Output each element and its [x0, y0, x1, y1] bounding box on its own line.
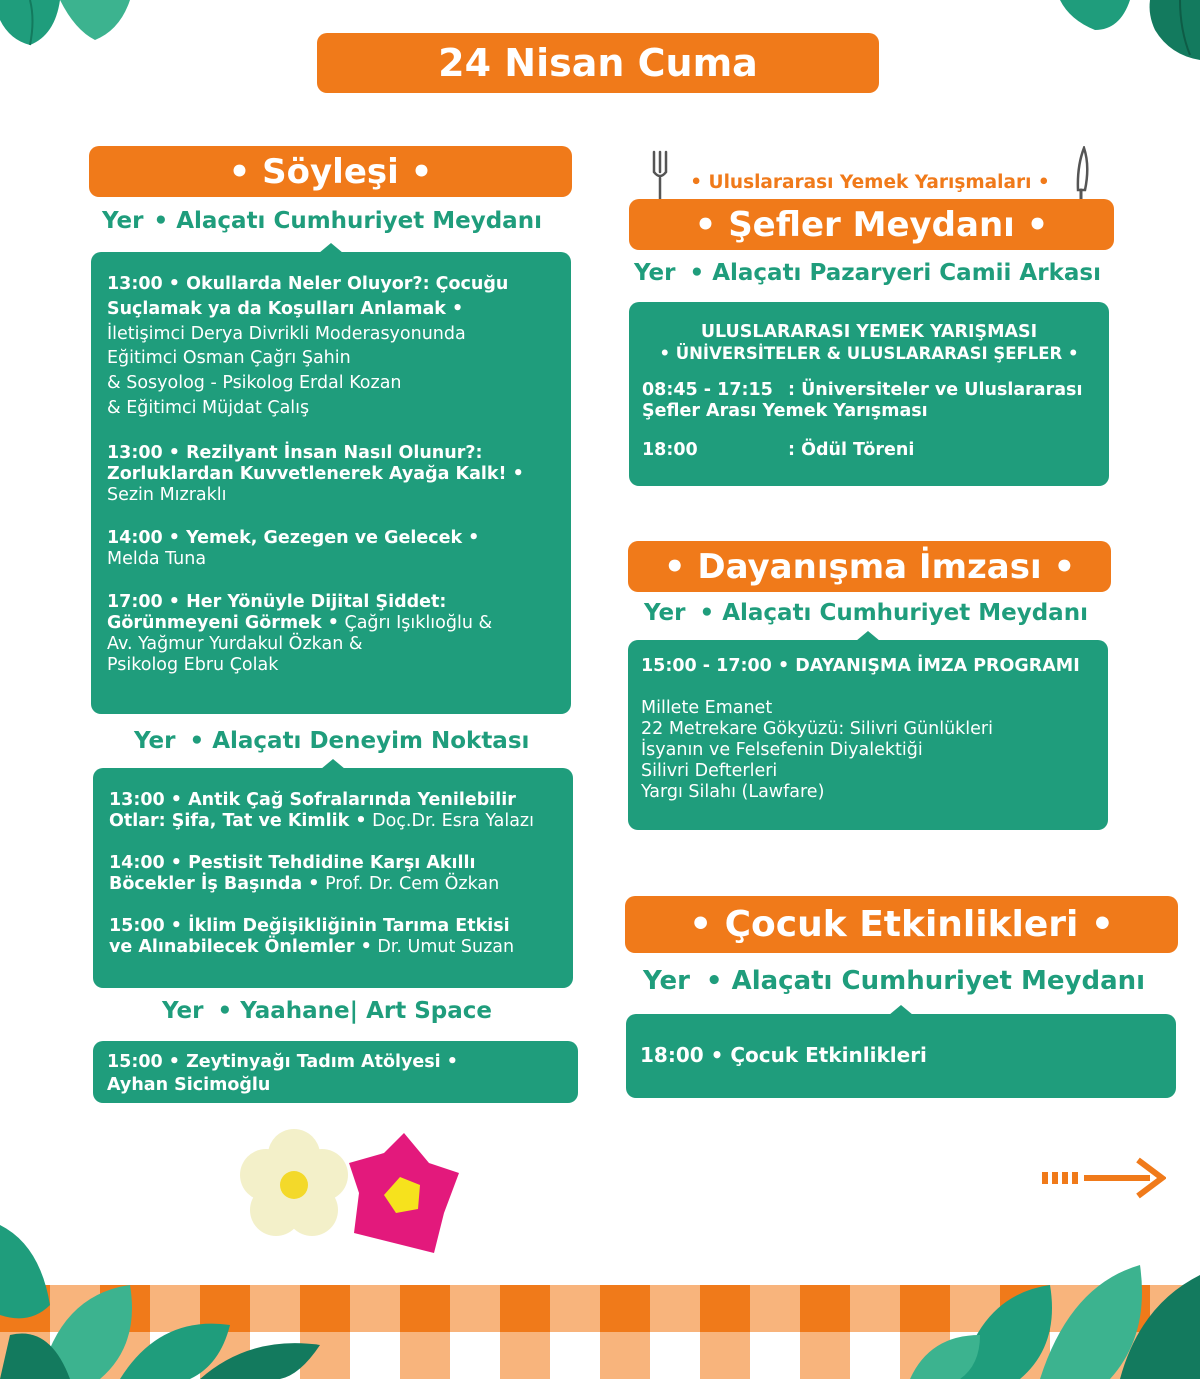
sefler-subtitle-text: • Uluslararası Yemek Yarışmaları • [690, 172, 1050, 193]
next-arrow-icon[interactable] [1040, 1156, 1166, 1200]
event-line: Dr. Umut Suzan [371, 937, 515, 957]
soylesi-title-bar [89, 146, 572, 197]
sefler-title-bar [629, 199, 1114, 250]
event-line: İletişimci Derya Divrikli Moderasyonunda [107, 323, 466, 344]
event-line: & Sosyolog - Psikolog Erdal Kozan [107, 373, 402, 394]
event-line: Zorluklardan Kuvvetlenerek Ayağa Kalk! • [107, 463, 524, 484]
event-item [109, 853, 557, 895]
event-line: Suçlamak ya da Koşulları Anlamak • [107, 298, 464, 319]
venue-place: • Alaçatı Cumhuriyet Meydanı [699, 600, 1088, 626]
sefler-box-title: ULUSLARARASI YEMEK YARIŞMASI [700, 322, 1038, 342]
book-title: İsyanın ve Felsefenin Diyalektiği [641, 740, 923, 760]
yer-label: Yer [644, 600, 686, 626]
row-time: 18:00 [642, 440, 698, 460]
leaf-decoration-bottom-right [900, 1225, 1200, 1379]
event-line: 15:00 • İklim Değişikliğinin Tarıma Etkisi [109, 916, 510, 936]
leaf-decoration-bottom-left [0, 1205, 330, 1379]
soylesi-venue-1 [102, 208, 548, 234]
book-title: Yargı Silahı (Lawfare) [641, 782, 825, 802]
yer-label: Yer [134, 728, 176, 754]
event-line: Melda Tuna [107, 548, 207, 569]
event-line: 13:00 • Okullarda Neler Oluyor?: Çocuğu [107, 274, 509, 294]
row-desc: : Ödül Töreni [788, 440, 915, 460]
soylesi-venue-3 [162, 998, 492, 1024]
leaf-decoration-top-right [1040, 0, 1200, 70]
event-item [107, 272, 555, 421]
venue-place: • Alaçatı Cumhuriyet Meydanı [153, 208, 542, 234]
event-line: 17:00 • Her Yönüyle Dijital Şiddet: [107, 591, 447, 612]
event-line: Sezin Mızraklı [107, 484, 227, 505]
row-desc: : Üniversiteler ve Uluslararası [788, 380, 1083, 400]
event-line: Görünmeyeni Görmek • [107, 612, 339, 633]
row-time: 08:45 - 17:15 [642, 380, 773, 400]
sefler-row [642, 440, 1096, 461]
event-line: Prof. Dr. Cem Özkan [319, 874, 500, 894]
sefler-venue [634, 260, 1101, 286]
book-title: Millete Emanet [641, 698, 773, 718]
yer-label: Yer [102, 208, 144, 234]
cocuk-box [626, 1014, 1176, 1098]
soylesi-events-box-3 [93, 1041, 578, 1103]
cocuk-venue [643, 966, 1145, 996]
yer-label: Yer [162, 998, 204, 1024]
event-item [107, 528, 555, 570]
venue-place: • Alaçatı Deneyim Noktası [189, 728, 530, 754]
cocuk-event: 18:00 • Çocuk Etkinlikleri [640, 1043, 927, 1067]
sefler-title: • Şefler Meydanı • [694, 204, 1049, 245]
event-line: Av. Yağmur Yurdakul Özkan & [107, 633, 363, 654]
cocuk-title: • Çocuk Etkinlikleri • [689, 904, 1114, 945]
cocuk-title-bar [625, 896, 1178, 953]
venue-place: • Alaçatı Cumhuriyet Meydanı [705, 966, 1146, 996]
dayanisma-venue [644, 600, 1088, 626]
dayanisma-program: 15:00 - 17:00 • DAYANIŞMA İMZA PROGRAMI [641, 656, 1080, 676]
soylesi-title: • Söyleşi • [228, 151, 433, 192]
event-line: Eğitimci Osman Çağrı Şahin [107, 348, 351, 369]
event-item [107, 443, 555, 506]
event-item [109, 916, 557, 958]
venue-place: • Yaahane| Art Space [217, 998, 492, 1024]
sefler-subtitle [665, 172, 1075, 193]
yer-label: Yer [634, 260, 676, 286]
event-item [109, 790, 557, 832]
event-line: 14:00 • Pestisit Tehdidine Karşı Akıllı [109, 853, 476, 873]
event-line: & Eğitimci Müjdat Çalış [107, 397, 310, 418]
date-header-text: 24 Nisan Cuma [438, 41, 758, 85]
event-line: Ayhan Sicimoğlu [107, 1075, 271, 1095]
event-line: Böcekler İş Başında • [109, 874, 320, 894]
row-desc: Şefler Arası Yemek Yarışması [642, 401, 928, 421]
event-line: 13:00 • Antik Çağ Sofralarında Yenilebilir [109, 790, 516, 810]
books-list [641, 698, 1095, 803]
event-line: ve Alınabilecek Önlemler • [109, 937, 372, 957]
sefler-box [629, 302, 1109, 486]
event-line: Çağrı Işıklıoğlu & [338, 612, 493, 633]
book-title: Silivri Defterleri [641, 761, 778, 781]
venue-place: • Alaçatı Pazaryeri Camii Arkası [689, 260, 1101, 286]
sefler-row [642, 380, 1096, 422]
yer-label: Yer [643, 966, 690, 996]
dayanisma-box [628, 640, 1108, 830]
event-line: 15:00 • Zeytinyağı Tadım Atölyesi • [107, 1052, 458, 1072]
soylesi-events-box-2 [93, 768, 573, 988]
event-item [107, 592, 555, 676]
leaf-decoration-top-left [0, 0, 140, 60]
dayanisma-title: • Dayanışma İmzası • [663, 546, 1076, 587]
date-header [317, 33, 879, 93]
event-line: Doç.Dr. Esra Yalazı [366, 811, 534, 831]
book-title: 22 Metrekare Gökyüzü: Silivri Günlükleri [641, 719, 993, 739]
soylesi-events-box-1 [91, 252, 571, 714]
event-line: Psikolog Ebru Çolak [107, 654, 279, 675]
dayanisma-title-bar [628, 541, 1111, 592]
sefler-box-subtitle: • ÜNİVERSİTELER & ULUSLARARASI ŞEFLER • [659, 344, 1079, 363]
soylesi-venue-2 [134, 728, 529, 754]
event-line: 13:00 • Rezilyant İnsan Nasıl Olunur?: [107, 442, 483, 463]
event-line: Otlar: Şifa, Tat ve Kimlik • [109, 811, 367, 831]
event-line: 14:00 • Yemek, Gezegen ve Gelecek • [107, 527, 480, 548]
